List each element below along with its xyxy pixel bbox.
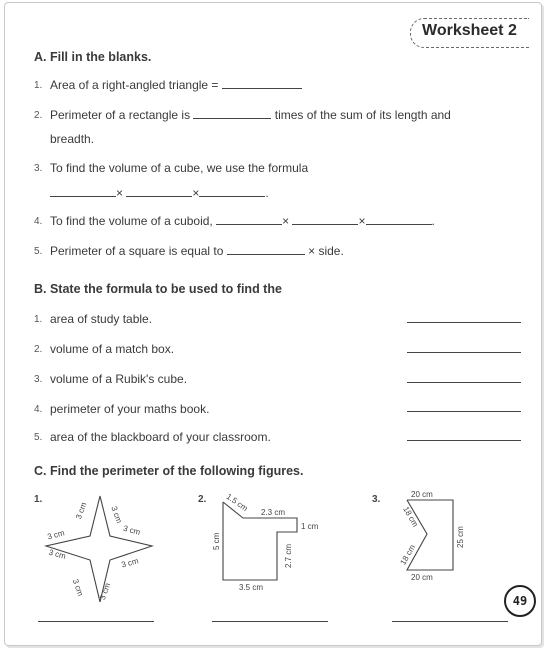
fig1-label-7: 3 cm: [70, 577, 86, 598]
figure-1-star: [30, 488, 170, 610]
a-item-2-blank[interactable]: [193, 108, 271, 119]
a-item-1-number: 1.: [34, 80, 43, 91]
c-figure-2-answer-line[interactable]: [212, 621, 328, 622]
a-item-3-blank-2[interactable]: [126, 186, 192, 197]
fig3-label-5: 20 cm: [411, 573, 433, 582]
c-figure-3-answer-line[interactable]: [392, 621, 508, 622]
b-item-5-number: 5.: [34, 432, 43, 443]
times-sign: ×: [358, 214, 366, 228]
a-item-4: [50, 214, 435, 228]
fig3-label-1: 20 cm: [411, 490, 433, 499]
fig1-label-3: 3 cm: [122, 523, 142, 537]
b-item-3-text: volume of a Rubik's cube.: [50, 372, 188, 386]
b-item-1-answer-line[interactable]: [407, 322, 521, 323]
b-item-4-text: perimeter of your maths book.: [50, 402, 210, 416]
a-item-4-blank-3[interactable]: [366, 214, 432, 225]
b-item-3-answer-line[interactable]: [407, 382, 521, 383]
fig1-label-1: 3 cm: [74, 501, 89, 521]
star-shape: [46, 496, 152, 602]
notched-shape: [407, 500, 453, 570]
a-item-3-blank-1[interactable]: [50, 186, 116, 197]
c-figure-1-answer-line[interactable]: [38, 621, 154, 622]
b-item-4-answer-line[interactable]: [407, 411, 521, 412]
a-item-5-text-2: × side.: [308, 244, 344, 258]
a-item-4-number: 4.: [34, 216, 43, 227]
a-item-3-formula: [50, 186, 269, 200]
section-b-heading: B. State the formula to be used to find the: [34, 282, 282, 296]
fig1-label-5: 3 cm: [47, 547, 67, 561]
a-item-2-text-2: times of the sum of its length and: [274, 108, 451, 122]
figure-1-number: 1.: [34, 494, 43, 505]
b-item-1-text: area of study table.: [50, 312, 153, 326]
a-item-2-text-3: breadth.: [50, 132, 95, 146]
section-a-heading: A. Fill in the blanks.: [34, 50, 152, 64]
fig2-label-6: 3.5 cm: [239, 583, 264, 592]
figure-2-shape: [205, 488, 335, 596]
a-item-4-text: To find the volume of a cuboid,: [50, 214, 213, 228]
a-item-1-text: Area of a right-angled triangle =: [50, 78, 219, 92]
fig3-label-2: 18 cm: [401, 505, 420, 529]
a-item-3-text: To find the volume of a cube, we use the formula: [50, 161, 309, 175]
figure-3-number: 3.: [372, 494, 381, 505]
fig2-label-2: 2.3 cm: [261, 508, 286, 517]
fig1-label-2: 3 cm: [109, 505, 124, 525]
a-item-3-number: 3.: [34, 163, 43, 174]
a-item-4-blank-1[interactable]: [216, 214, 282, 225]
times-sign: ×: [116, 186, 124, 200]
a-item-5-number: 5.: [34, 246, 43, 257]
figure-2-number: 2.: [198, 494, 207, 505]
b-item-2-text: volume of a match box.: [50, 342, 175, 356]
a-item-5-text-1: Perimeter of a square is equal to: [50, 244, 224, 258]
fig2-label-3: 1 cm: [301, 522, 319, 531]
fig1-label-4: 3 cm: [46, 528, 66, 542]
b-item-2-answer-line[interactable]: [407, 352, 521, 353]
b-item-2-number: 2.: [34, 344, 43, 355]
page-number: 49: [504, 585, 536, 617]
a-item-5: [50, 244, 344, 258]
fig3-label-4: 25 cm: [456, 526, 465, 548]
fig3-label-3: 18 cm: [398, 543, 418, 567]
fig2-label-4: 5 cm: [212, 532, 221, 550]
times-sign: ×: [192, 186, 200, 200]
worksheet-title: Worksheet 2: [422, 22, 517, 39]
period: .: [431, 214, 435, 228]
fig1-label-8: 3 cm: [97, 581, 113, 602]
section-c-heading: C. Find the perimeter of the following figures.: [34, 464, 304, 478]
b-item-3-number: 3.: [34, 374, 43, 385]
figure-3-shape: [385, 486, 485, 590]
period: .: [265, 186, 269, 200]
a-item-1-blank[interactable]: [222, 78, 302, 89]
a-item-4-blank-2[interactable]: [292, 214, 358, 225]
a-item-2-number: 2.: [34, 110, 43, 121]
times-sign: ×: [282, 214, 290, 228]
b-item-5-answer-line[interactable]: [407, 440, 521, 441]
b-item-1-number: 1.: [34, 314, 43, 325]
fig2-label-5: 2.7 cm: [284, 543, 293, 568]
fig2-label-1: 1.5 cm: [224, 491, 250, 514]
b-item-5-text: area of the blackboard of your classroom.: [50, 430, 271, 444]
b-item-4-number: 4.: [34, 404, 43, 415]
a-item-3-blank-3[interactable]: [199, 186, 265, 197]
fig1-label-6: 3 cm: [120, 556, 140, 570]
a-item-2-text-1: Perimeter of a rectangle is: [50, 108, 191, 122]
a-item-1: [50, 78, 302, 92]
a-item-2: [50, 108, 451, 122]
a-item-5-blank[interactable]: [227, 244, 305, 255]
